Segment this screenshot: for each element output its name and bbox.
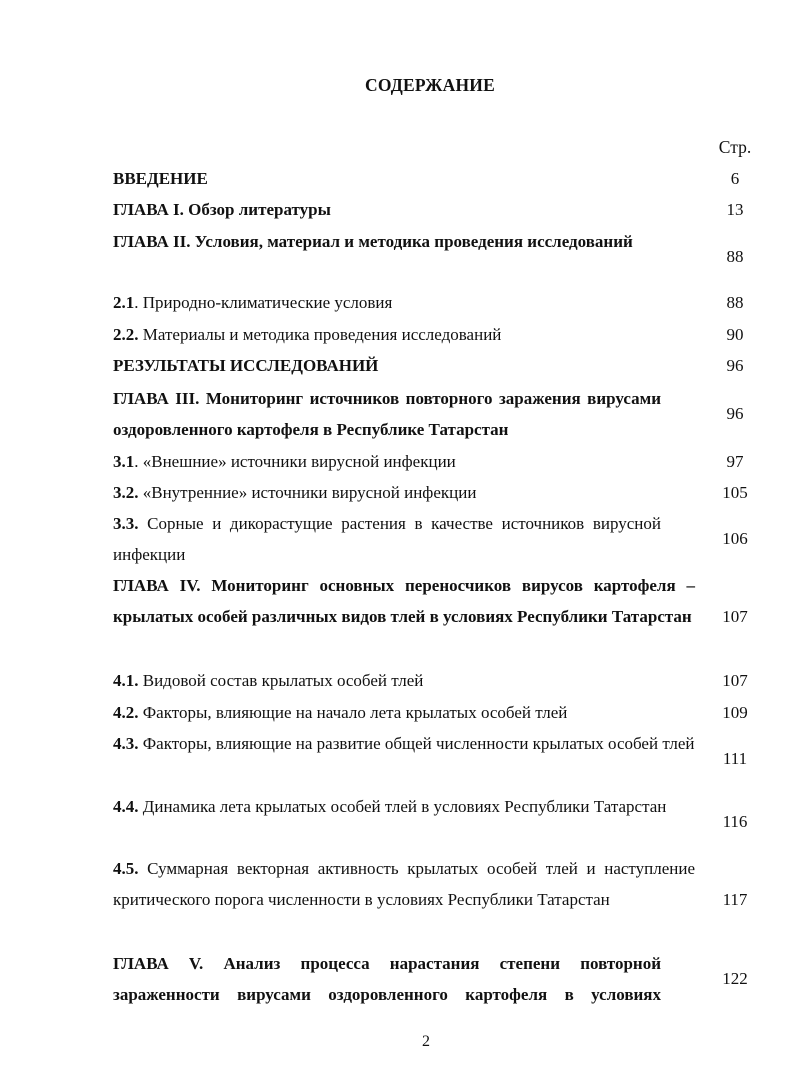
toc-entry: ГЛАВА II. Условия, материал и методика проведения исследований 88 (113, 226, 765, 257)
toc-page-number: 107 (722, 671, 748, 690)
toc-page-number: 90 (726, 325, 744, 344)
toc-page-number: 117 (722, 890, 748, 909)
toc-page-number: 107 (722, 607, 748, 626)
toc-page-number: 88 (726, 247, 744, 266)
toc-entry: РЕЗУЛЬТАТЫ ИССЛЕДОВАНИЙ 96 (113, 350, 765, 381)
toc-entry: ВВЕДЕНИЕ 6 (113, 163, 765, 194)
toc-page-number: 97 (726, 452, 744, 471)
toc-entry: 4.1. Видовой состав крылатых особей тлей 107 (113, 665, 765, 696)
toc-entry: 3.1. «Внешние» источники вирусной инфекции 97 (113, 446, 765, 477)
toc-entry: 3.3. Сорные и дикорастущие растения в качестве источников вирусной инфекции 106 (113, 508, 765, 570)
toc-entry: 3.2. «Внутренние» источники вирусной инфекции 105 (113, 477, 765, 508)
toc-page-number: 88 (726, 293, 744, 312)
page-column-label: Стр. (718, 137, 752, 157)
toc-page-number: 6 (730, 169, 740, 188)
toc-page-number: 96 (726, 404, 744, 423)
toc-page-number: 111 (722, 749, 748, 768)
toc-entry: 4.3. Факторы, влияющие на развитие общей численности крылатых особей тлей 111 (113, 728, 765, 759)
page-title: СОДЕРЖАНИЕ (364, 75, 495, 95)
toc-entry: 4.5. Суммарная векторная активность крылатых особей тлей и наступление критического порога численности в условиях Республики Татарстан 117 (113, 853, 765, 915)
toc-entry: ГЛАВА IV. Мониторинг основных переносчиков вирусов картофеля – крылатых особей различных видов тлей в условиях Республики Татарстан 107 (113, 570, 765, 632)
toc-entry: 4.2. Факторы, влияющие на начало лета крылатых особей тлей 109 (113, 697, 765, 728)
toc-entry: 4.4. Динамика лета крылатых особей тлей в условиях Республики Татарстан 116 (113, 791, 765, 822)
toc-entry: 2.2. Материалы и методика проведения исследований 90 (113, 319, 765, 350)
toc-page-number: 106 (722, 529, 748, 548)
toc-entry: ГЛАВА III. Мониторинг источников повторного заражения вирусами оздоровленного картофеля в Республике Татарстан 96 (113, 383, 765, 445)
toc-page-number: 105 (722, 483, 748, 502)
toc-page-number: 122 (722, 969, 748, 988)
toc-entry: 2.1. Природно-климатические условия 88 (113, 287, 765, 318)
page-number: 2 (422, 1033, 430, 1050)
toc-page-number: 96 (726, 356, 744, 375)
toc-entry: ГЛАВА I. Обзор литературы 13 (113, 194, 765, 225)
toc-page-number: 109 (722, 703, 748, 722)
toc-page-number: 116 (722, 812, 748, 831)
toc-entry: ГЛАВА V. Анализ процесса нарастания степени повторной зараженности вирусами оздоровленного картофеля в условиях 122 (113, 948, 765, 1010)
toc-page-number: 13 (726, 200, 744, 219)
